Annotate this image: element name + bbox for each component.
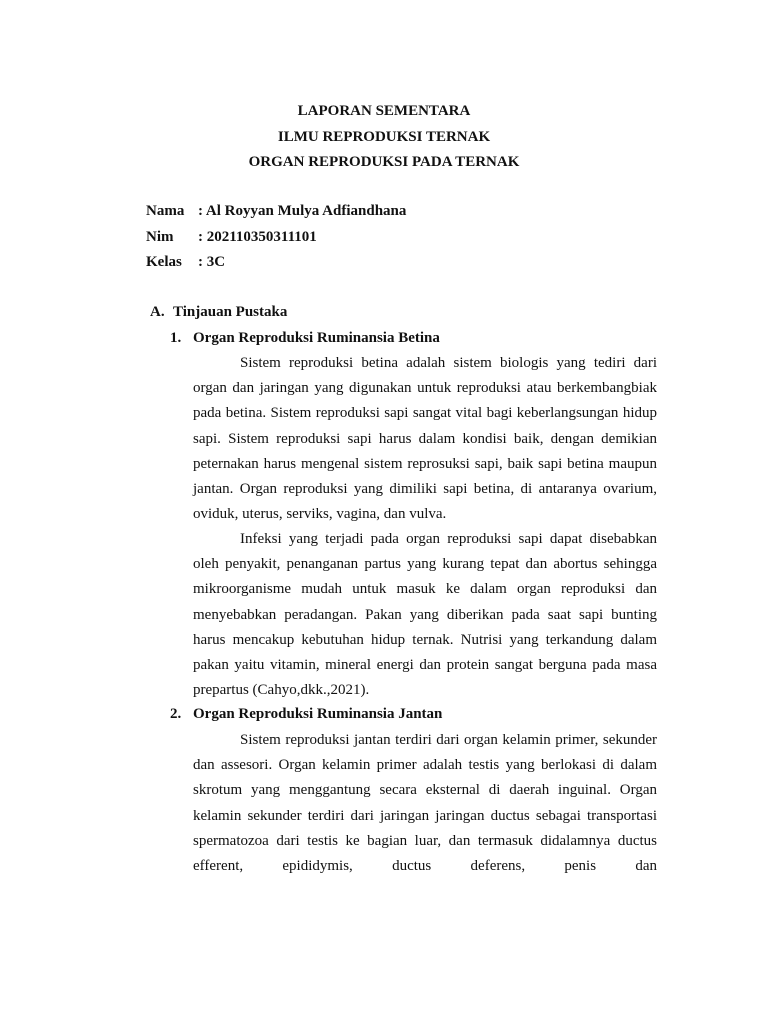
- subsection-heading-2: [170, 706, 442, 723]
- subsection-number: 1.: [170, 330, 182, 346]
- identity-row-nama: [146, 203, 406, 220]
- paragraph-jantan-1: Sistem reproduksi jantan terdiri dari organ kelamin primer, sekunder dan assesori. Organ kelamin primer adalah testis yang berlokasi di dalam skrotum yang menggantung secara eksternal di daerah inguinal. Organ kelamin sekunder terdiri dari jaringan jaringan ductus sebagai transportasi spermatozoa dari testis ke bagian luar, dan termasuk didalamnya ductus efferent, epididymis, ductus deferens, penis dan: [193, 732, 657, 875]
- subsection-title: Organ Reproduksi Ruminansia Jantan: [193, 706, 443, 722]
- paragraph-betina-2: Infeksi yang terjadi pada organ reproduksi sapi dapat disebabkan oleh penyakit, penanganan partus yang kurang tepat dan abortus sehingga mikroorganisme mudah untuk masuk ke dalam organ reproduksi dan menyebabkan peradangan. Pakan yang diberikan pada saat sapi bunting harus mencakup kebutuhan hidup ternak. Nutrisi yang terkandung dalam pakan yaitu vitamin, mineral energi dan protein sangat berguna pada masa prepartus (Cahyo,dkk.,2021).: [193, 531, 657, 699]
- report-title-line-1: LAPORAN SEMENTARA: [297, 103, 471, 119]
- identity-row-kelas: [146, 254, 225, 271]
- report-title-line-3: ORGAN REPRODUKSI PADA TERNAK: [248, 154, 520, 170]
- paragraph-betina-1: Sistem reproduksi betina adalah sistem biologis yang tediri dari organ dan jaringan yang digunakan untuk reproduksi atau berkembangbiak pada betina. Sistem reproduksi sapi sangat vital bagi keberlangsungan hidup sapi. Sistem reproduksi sapi harus dalam kondisi baik, dengan demikian peternakan harus mengenal sistem reprosuksi sapi, baik sapi betina maupun jantan. Organ reproduksi yang dimiliki sapi betina, di antaranya ovarium, oviduk, uterus, serviks, vagina, dan vulva.: [193, 355, 657, 523]
- identity-row-nim: [146, 229, 317, 246]
- section-heading-a: [150, 304, 287, 321]
- nama-label: Nama: [146, 203, 185, 219]
- report-title-line-2: ILMU REPRODUKSI TERNAK: [277, 129, 491, 145]
- nim-label: Nim: [146, 229, 174, 245]
- nama-value: : Al Royyan Mulya Adfiandhana: [198, 203, 407, 219]
- section-title: Tinjauan Pustaka: [173, 304, 288, 320]
- nim-value: : 202110350311101: [198, 229, 317, 245]
- subsection-title: Organ Reproduksi Ruminansia Betina: [193, 330, 440, 346]
- subsection-number: 2.: [170, 706, 182, 722]
- kelas-value: : 3C: [198, 254, 226, 270]
- section-marker: A.: [150, 304, 165, 320]
- kelas-label: Kelas: [146, 254, 182, 270]
- subsection-heading-1: [170, 330, 440, 347]
